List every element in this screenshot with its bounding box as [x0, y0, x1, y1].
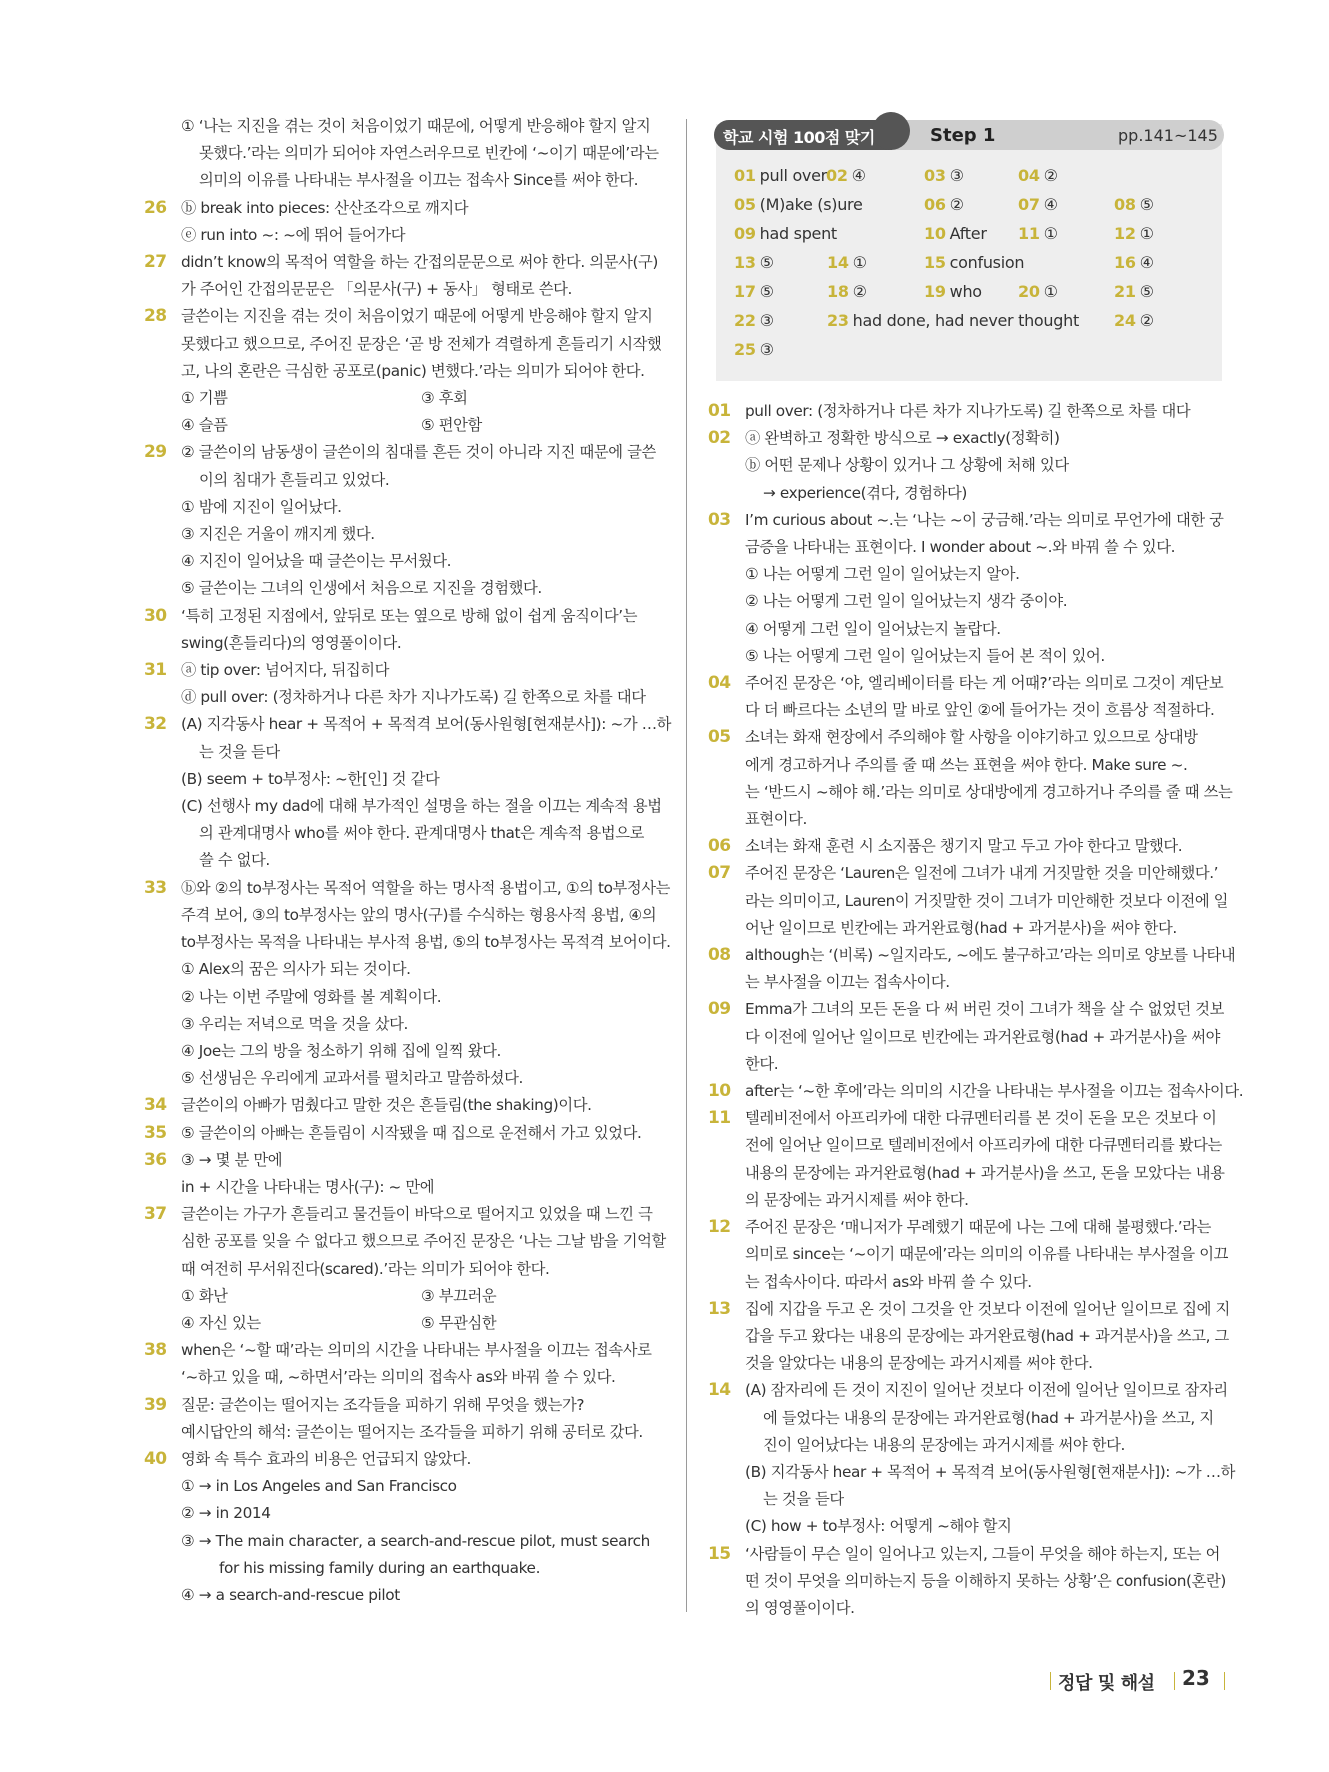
text-line: (B) seem + to부정사: ~한[인] 것 같다: [181, 769, 440, 788]
text-line: 금증을 나타내는 표현이다. I wonder about ~.와 바꿔 쓸 수 있다.: [745, 538, 1176, 557]
text-line: 의 문장에는 과거시제를 써야 한다.: [745, 1190, 969, 1209]
answer-number: 26: [144, 197, 167, 218]
answer-14: [708, 1377, 1236, 1540]
answer-key-item: [827, 282, 867, 301]
answer-number: 03: [708, 509, 731, 530]
text-line: 의 관계대명사 who를 써야 한다. 관계대명사 that은 계속적 용법으로: [199, 824, 645, 843]
answer-key-number: 19: [924, 282, 946, 301]
text-line: ⑤ 글쓴이는 그녀의 인생에서 처음으로 지진을 경험했다.: [181, 579, 542, 598]
text-line: 집에 지갑을 두고 온 것이 그것을 안 것보다 이전에 일어난 일이므로 집에 지: [745, 1299, 1230, 1318]
text-line: 못했다.’라는 의미가 되어야 자연스러우므로 빈칸에 ‘~이기 때문에’라는: [199, 144, 659, 163]
text-line: ⓑ 어떤 문제나 상황이 있거나 그 상황에 처해 있다: [745, 456, 1069, 475]
answer-key-number: 09: [734, 224, 756, 243]
option-text: ⑤ 무관심한: [421, 1313, 497, 1332]
answer-key-value: ④: [1043, 195, 1058, 214]
answer-33: [144, 875, 671, 1093]
text-line: 는 ‘반드시 ~해야 해.’라는 의미로 상대방에게 경고하거나 주의를 줄 때 쓰는: [745, 782, 1233, 801]
text-line: ⓑ break into pieces: 산산조각으로 깨지다: [181, 198, 469, 217]
answer-key-item: [1114, 282, 1154, 301]
option-text: ④ 자신 있는: [181, 1313, 261, 1332]
answer-40: [144, 1446, 662, 1609]
answer-key-number: 15: [924, 253, 946, 272]
answer-28: [144, 303, 662, 439]
answer-38: [144, 1337, 662, 1391]
answer-key-number: 01: [734, 166, 756, 185]
text-line: ⑤ 글쓴이의 아빠는 흔들림이 시작됐을 때 집으로 운전해서 가고 있었다.: [181, 1123, 642, 1142]
answer-key-number: 17: [734, 282, 756, 301]
text-line: 전에 일어난 일이므로 텔레비전에서 아프리카에 대한 다큐멘터리를 봤다는: [745, 1136, 1222, 1155]
answer-02: [708, 425, 1223, 507]
text-line: 때 여전히 무서워진다(scared).’라는 의미가 되어야 한다.: [181, 1259, 550, 1278]
answer-number: 33: [144, 877, 167, 898]
answer-number: 01: [708, 401, 731, 421]
answer-number: 10: [708, 1081, 731, 1102]
text-line: 이의 침대가 흔들리고 있었다.: [199, 470, 390, 489]
option-row: [181, 412, 662, 439]
answer-key-value: had done, had never thought: [852, 311, 1079, 330]
answer-key-value: ⑤: [759, 253, 774, 272]
footer-divider: [1224, 1672, 1225, 1690]
answer-26: [144, 195, 662, 249]
answer-number: 37: [144, 1204, 167, 1225]
text-line: 글쓴이는 가구가 흔들리고 물건들이 바닥으로 떨어지고 있었을 때 느낀 극: [181, 1205, 653, 1224]
answer-09: [708, 996, 1223, 1078]
text-line: ① 밤에 지진이 일어났다.: [181, 497, 342, 516]
answer-key-item: [734, 166, 827, 185]
option-text: ③ 후회: [421, 389, 468, 408]
answer-key-header: [714, 120, 1224, 152]
answer-06: [708, 833, 1223, 860]
answer-key-item: [1018, 195, 1058, 214]
step-label: Step 1: [930, 125, 996, 146]
answer-number: 27: [144, 252, 167, 273]
answer-key-number: 03: [924, 166, 946, 185]
footer-section-label: 정답 및 해설: [1058, 1673, 1155, 1694]
text-line: ‘사람들이 무슨 일이 일어나고 있는지, 그들이 무엇을 해야 하는지, 또는 어: [745, 1544, 1220, 1563]
answer-key-number: 06: [924, 195, 946, 214]
text-line: 라는 의미이고, Lauren이 거짓말한 것이 그녀가 미안해한 것보다 이전에 일: [745, 891, 1229, 910]
text-line: after는 ‘~한 후에’라는 의미의 시간을 나타내는 부사절을 이끄는 접속사이다.: [745, 1082, 1244, 1101]
option-text: ④ 슬픔: [181, 416, 228, 435]
answer-key-number: 23: [827, 311, 849, 330]
option-row: [181, 1310, 662, 1337]
text-line: 주어진 문장은 ‘매니저가 무례했기 때문에 나는 그에 대해 불평했다.’라는: [745, 1218, 1212, 1237]
answer-27: [144, 249, 662, 303]
text-line: 는 부사절을 이끄는 접속사이다.: [745, 973, 950, 992]
answer-32: [144, 711, 671, 874]
answer-key-value: ②: [1139, 311, 1154, 330]
answer-key-number: 22: [734, 311, 756, 330]
answer-key-value: ①: [1043, 224, 1058, 243]
answer-number: 04: [708, 673, 731, 694]
answer-number: 12: [708, 1217, 731, 1238]
text-line: 의 영영풀이이다.: [745, 1598, 855, 1617]
answer-key-item: [1114, 224, 1154, 243]
answer-15: [708, 1541, 1226, 1623]
answer-number: 02: [708, 428, 731, 449]
answer-key-value: ⑤: [759, 282, 774, 301]
answer-key-value: ①: [852, 253, 867, 272]
text-line: (C) 선행사 my dad에 대해 부가적인 설명을 하는 절을 이끄는 계속적 용법: [181, 797, 662, 816]
text-line: 떤 것이 무엇을 의미하는지 등을 이해하지 못하는 상황’은 confusion(혼란): [745, 1571, 1226, 1590]
answer-key-value: confusion: [949, 253, 1025, 272]
answer-key-item: [734, 224, 837, 243]
answer-key-item: [924, 195, 964, 214]
footer-divider: [1050, 1672, 1051, 1690]
text-line: 는 것을 듣다: [199, 742, 280, 761]
answer-13: [708, 1296, 1230, 1378]
text-line: 고, 나의 혼란은 극심한 공포로(panic) 변했다.’라는 의미가 되어야 한다.: [181, 361, 645, 380]
text-line: ① Alex의 꿈은 의사가 되는 것이다.: [181, 960, 411, 979]
text-line: (B) 지각동사 hear + 목적어 + 목적격 보어(동사원형[현재분사]): ~가 …하: [745, 1462, 1236, 1481]
answer-key-number: 16: [1114, 253, 1136, 272]
text-line: ③ 지진은 거울이 깨지게 했다.: [181, 525, 375, 544]
text-line: ⓔ run into ~: ~에 뛰어 들어가다: [181, 225, 406, 244]
answer-key-item: [924, 166, 964, 185]
text-line: 의미의 이유를 나타내는 부사절을 이끄는 접속사 Since를 써야 한다.: [199, 171, 639, 190]
answer-key-item: [1114, 253, 1154, 272]
answer-number: 07: [708, 863, 731, 884]
answer-10: [708, 1078, 1244, 1105]
answer-key-value: ③: [759, 311, 774, 330]
answer-key-item: [734, 195, 863, 214]
page-range: pp.141~145: [1118, 126, 1218, 145]
answer-39: [144, 1392, 662, 1446]
text-line: 에게 경고하거나 주의를 줄 때 쓰는 표현을 써야 한다. Make sure ~.: [745, 755, 1188, 774]
text-line: ⓑ와 ②의 to부정사는 목적어 역할을 하는 명사적 용법이고, ①의 to부정사는: [181, 878, 671, 897]
answer-key-value: ⑤: [1139, 195, 1154, 214]
text-line: for his missing family during an earthquake.: [219, 1558, 541, 1577]
answer-key-value: who: [949, 282, 982, 301]
answer-key-item: [734, 340, 774, 359]
text-line: 어난 일이므로 빈칸에는 과거완료형(had + 과거분사)을 써야 한다.: [745, 918, 1177, 937]
text-line: 갑을 두고 왔다는 내용의 문장에는 과거완료형(had + 과거분사)을 쓰고, 그: [745, 1326, 1229, 1345]
answer-key-value: (M)ake (s)ure: [759, 195, 863, 214]
text-line: ③ → 몇 분 만에: [181, 1150, 283, 1169]
text-line: ③ → The main character, a search-and-rescue pilot, must search: [181, 1531, 650, 1550]
text-line: 질문: 글쓴이는 떨어지는 조각들을 피하기 위해 무엇을 했는가?: [181, 1395, 585, 1414]
text-line: 예시답안의 해석: 글쓴이는 떨어지는 조각들을 피하기 위해 공터로 갔다.: [181, 1422, 643, 1441]
answer-number: 38: [144, 1340, 167, 1361]
answer-number: 29: [144, 442, 167, 463]
answer-key-value: ⑤: [1139, 282, 1154, 301]
column-divider: [686, 119, 687, 1612]
text-line: ② 나는 어떻게 그런 일이 일어났는지 생각 중이야.: [745, 592, 1068, 611]
answer-31: [144, 657, 662, 711]
right-column: [708, 398, 1244, 1622]
text-line: ③ 우리는 저녁으로 먹을 것을 샀다.: [181, 1014, 408, 1033]
text-line: 심한 공포를 잊을 수 없다고 했으므로 주어진 문장은 ‘나는 그날 밤을 기억할: [181, 1232, 666, 1251]
text-line: 한다.: [745, 1054, 779, 1073]
answer-number: 05: [708, 727, 731, 748]
text-line: ② 나는 이번 주말에 영화를 볼 계획이다.: [181, 987, 442, 1006]
answer-key-item: [734, 311, 774, 330]
answer-key-number: 18: [827, 282, 849, 301]
left-column: [144, 113, 671, 1609]
text-line: ② → in 2014: [181, 1504, 271, 1523]
answer-key-number: 12: [1114, 224, 1136, 243]
text-line: → experience(겪다, 경험하다): [763, 483, 967, 502]
text-line: ‘~하고 있을 때, ~하면서’라는 의미의 접속사 as와 바꿔 쓸 수 있다.: [181, 1368, 616, 1387]
answer-number: 13: [708, 1298, 731, 1319]
answer-35: [144, 1120, 662, 1147]
answer-key-item: [1018, 224, 1058, 243]
text-line: 는 것을 듣다: [763, 1490, 844, 1509]
text-line: ⓐ tip over: 넘어지다, 뒤집히다: [181, 661, 389, 680]
text-line: (C) how + to부정사: 어떻게 ~해야 할지: [745, 1517, 1012, 1536]
text-line: 영화 속 특수 효과의 비용은 언급되지 않았다.: [181, 1449, 472, 1468]
text-line: when은 ‘~할 때’라는 의미의 시간을 나타내는 부사절을 이끄는 접속사로: [181, 1341, 652, 1360]
answer-key-value: pull over: [759, 166, 827, 185]
answer-number: 32: [144, 714, 167, 735]
answer-key-number: 08: [1114, 195, 1136, 214]
text-line: 소녀는 화재 현장에서 주의해야 할 사항을 이야기하고 있으므로 상대방: [745, 728, 1198, 747]
text-line: 에 들었다는 내용의 문장에는 과거완료형(had + 과거분사)을 쓰고, 지: [763, 1408, 1214, 1427]
answer-number: 28: [144, 306, 167, 327]
answer-key-value: ③: [949, 166, 964, 185]
answer-key-item: [1018, 166, 1058, 185]
option-text: ③ 부끄러운: [421, 1286, 497, 1305]
text-line: ‘특히 고정된 지점에서, 앞뒤로 또는 옆으로 방해 없이 쉽게 움직이다’는: [181, 606, 638, 625]
text-line: (A) 지각동사 hear + 목적어 + 목적격 보어(동사원형[현재분사]): ~가 …하: [181, 715, 671, 734]
answer-number: 11: [708, 1108, 731, 1129]
text-line: 는 접속사이다. 따라서 as와 바꿔 쓸 수 있다.: [745, 1272, 1032, 1291]
text-line: 다 더 빠르다는 소년의 말 바로 앞인 ②에 들어가는 것이 흐름상 적절하다.: [745, 701, 1215, 720]
text-line: 표현이다.: [745, 810, 807, 829]
answer-key-value: ①: [1139, 224, 1154, 243]
answer-37: [144, 1201, 666, 1337]
answer-29: [144, 439, 662, 602]
text-line: ④ Joe는 그의 방을 청소하기 위해 집에 일찍 왔다.: [181, 1041, 501, 1060]
answer-key-item: [1114, 311, 1154, 330]
answer-12: [708, 1214, 1228, 1296]
text-line: ④ 지진이 일어났을 때 글쓴이는 무서웠다.: [181, 552, 452, 571]
text-line: 진이 일어났다는 내용의 문장에는 과거시제를 써야 한다.: [763, 1435, 1125, 1454]
answer-key-number: 20: [1018, 282, 1040, 301]
answer-key-item: [924, 282, 982, 301]
text-line: swing(흔들리다)의 영영풀이이다.: [181, 633, 402, 652]
text-line: Emma가 그녀의 모든 돈을 다 써 버린 것이 그녀가 책을 살 수 없었던 것보: [745, 1000, 1225, 1019]
text-line: 주격 보어, ③의 to부정사는 앞의 명사(구)를 수식하는 형용사적 용법, ④의: [181, 905, 657, 924]
answer-number: 36: [144, 1149, 167, 1170]
answer-key-value: ④: [1139, 253, 1154, 272]
text-line: to부정사는 목적을 나타내는 부사적 용법, ⑤의 to부정사는 목적격 보어이다.: [181, 933, 671, 952]
option-row: [181, 1283, 662, 1310]
text-line: 주어진 문장은 ‘야, 엘리베이터를 타는 게 어때?’라는 의미로 그것이 계단보: [745, 674, 1224, 693]
answer-key-value: ④: [851, 166, 866, 185]
answer-07: [708, 860, 1229, 942]
text-line: ④ 어떻게 그런 일이 일어났는지 놀랍다.: [745, 619, 1001, 638]
answer-key-value: had spent: [759, 224, 837, 243]
text-line: pull over: (정차하거나 다른 차가 지나가도록) 길 한쪽으로 차를 대다: [745, 402, 1191, 420]
answer-key-number: 13: [734, 253, 756, 272]
text-line: 쓸 수 없다.: [199, 851, 270, 870]
option-text: ① 기쁨: [181, 389, 228, 408]
answer-key-value: After: [949, 224, 987, 243]
answer-08: [708, 942, 1236, 996]
answer-key-item: [734, 282, 774, 301]
answer-number: 15: [708, 1543, 731, 1564]
header-circle: [872, 112, 910, 150]
answer-number: 09: [708, 999, 731, 1020]
answer-11: [708, 1105, 1223, 1214]
answer-key-number: 11: [1018, 224, 1040, 243]
answer-03: [708, 507, 1223, 670]
option-row: [181, 385, 662, 412]
text-line: 가 주어인 간접의문문은 「의문사(구) + 동사」 형태로 쓴다.: [181, 280, 572, 299]
answer-key-number: 07: [1018, 195, 1040, 214]
answer-key-number: 24: [1114, 311, 1136, 330]
text-line: ⓓ pull over: (정차하거나 다른 차가 지나가도록) 길 한쪽으로 차를 대다: [181, 688, 646, 707]
text-line: in + 시간을 나타내는 명사(구): ~ 만에: [181, 1177, 435, 1196]
answer-key-number: 21: [1114, 282, 1136, 301]
answer-key-value: ②: [949, 195, 964, 214]
text-line: 글쓴이는 지진을 겪는 것이 처음이었기 때문에 어떻게 반응해야 할지 알지: [181, 307, 653, 326]
answer-key-number: 04: [1018, 166, 1040, 185]
text-line: ⑤ 나는 어떻게 그런 일이 일어났는지 들어 본 적이 있어.: [745, 646, 1105, 665]
answer-number: 35: [144, 1122, 167, 1143]
answer-key-item: [827, 311, 1079, 330]
text-line: 글쓴이의 아빠가 멈췄다고 말한 것은 흔들림(the shaking)이다.: [181, 1096, 592, 1115]
answer-key-item: [924, 253, 1024, 272]
text-line: 내용의 문장에는 과거완료형(had + 과거분사)을 쓰고, 돈을 모았다는 내용: [745, 1163, 1225, 1182]
answer-30: [144, 603, 662, 657]
text-line: ⑤ 선생님은 우리에게 교과서를 펼치라고 말씀하셨다.: [181, 1069, 524, 1088]
answer-number: 06: [708, 836, 731, 857]
answer-key-value: ②: [852, 282, 867, 301]
answer-36: [144, 1147, 662, 1201]
answer-number: 14: [708, 1380, 731, 1401]
text-line: didn’t know의 목적어 역할을 하는 간접의문문으로 써야 한다. 의문사(구): [181, 253, 658, 272]
option-text: ⑤ 편안함: [421, 416, 482, 435]
text-line: ① ‘나는 지진을 겪는 것이 처음이었기 때문에, 어떻게 반응해야 할지 알지: [181, 117, 651, 135]
answer-key-item: [924, 224, 987, 243]
page-number: 23: [1182, 1666, 1210, 1690]
answer-key-item: [734, 253, 774, 272]
answer-number: 34: [144, 1095, 167, 1116]
answer-number: 08: [708, 945, 731, 966]
answer-key-item: [1114, 195, 1154, 214]
answer-04: [708, 670, 1223, 724]
answer-key-item: [826, 166, 866, 185]
answer-25-continuation: [144, 113, 662, 195]
answer-34: [144, 1092, 662, 1119]
answer-key-number: 05: [734, 195, 756, 214]
text-line: ① → in Los Angeles and San Francisco: [181, 1477, 457, 1496]
text-line: although는 ‘(비록) ~일지라도, ~에도 불구하고’라는 의미로 양보를 나타내: [745, 946, 1236, 965]
text-line: ④ → a search-and-rescue pilot: [181, 1585, 400, 1604]
answer-key-value: ②: [1043, 166, 1058, 185]
answer-01: [708, 398, 1223, 425]
answer-number: 30: [144, 605, 167, 626]
section-title: 학교 시험 100점 맞기: [723, 128, 875, 147]
answer-number: 39: [144, 1394, 167, 1415]
text-line: ② 글쓴이의 남동생이 글쓴이의 침대를 흔든 것이 아니라 지진 때문에 글쓴: [181, 443, 656, 462]
text-line: 텔레비전에서 아프리카에 대한 다큐멘터리를 본 것이 돈을 모은 것보다 이: [745, 1109, 1217, 1128]
answer-key-value: ①: [1043, 282, 1058, 301]
text-line: I’m curious about ~.는 ‘나는 ~이 궁금해.’라는 의미로 무언가에 대한 궁: [745, 510, 1224, 529]
text-line: 소녀는 화재 훈련 시 소지품은 챙기지 말고 두고 가야 한다고 말했다.: [745, 837, 1183, 856]
footer-divider: [1174, 1672, 1175, 1690]
answer-key-item: [827, 253, 867, 272]
answer-key-number: 25: [734, 340, 756, 359]
text-line: ⓐ 완벽하고 정확한 방식으로 → exactly(정확히): [745, 429, 1060, 448]
answer-number: 40: [144, 1448, 167, 1469]
answer-05: [708, 724, 1233, 833]
answer-number: 31: [144, 660, 167, 681]
answer-key-value: ③: [759, 340, 774, 359]
option-text: ① 화난: [181, 1286, 228, 1305]
text-line: 다 이전에 일어난 일이므로 빈칸에는 과거완료형(had + 과거분사)을 써야: [745, 1027, 1221, 1046]
answer-key-item: [1018, 282, 1058, 301]
answer-key-number: 02: [826, 166, 848, 185]
text-line: 못했다고 했으므로, 주어진 문장은 ‘곧 방 전체가 격렬하게 흔들리기 시작했: [181, 334, 662, 353]
text-line: 주어진 문장은 ‘Lauren은 일전에 그녀가 내게 거짓말한 것을 미안해했다.’: [745, 864, 1219, 883]
text-line: 것을 알았다는 내용의 문장에는 과거시제를 써야 한다.: [745, 1354, 1093, 1373]
text-line: 의미로 since는 ‘~이기 때문에’라는 의미의 이유를 나타내는 부사절을 이끄: [745, 1245, 1228, 1264]
text-line: ① 나는 어떻게 그런 일이 일어났는지 알아.: [745, 565, 1020, 584]
answer-key-number: 10: [924, 224, 946, 243]
text-line: (A) 잠자리에 든 것이 지진이 일어난 것보다 이전에 일어난 일이므로 잠자리: [745, 1381, 1228, 1400]
answer-key-number: 14: [827, 253, 849, 272]
